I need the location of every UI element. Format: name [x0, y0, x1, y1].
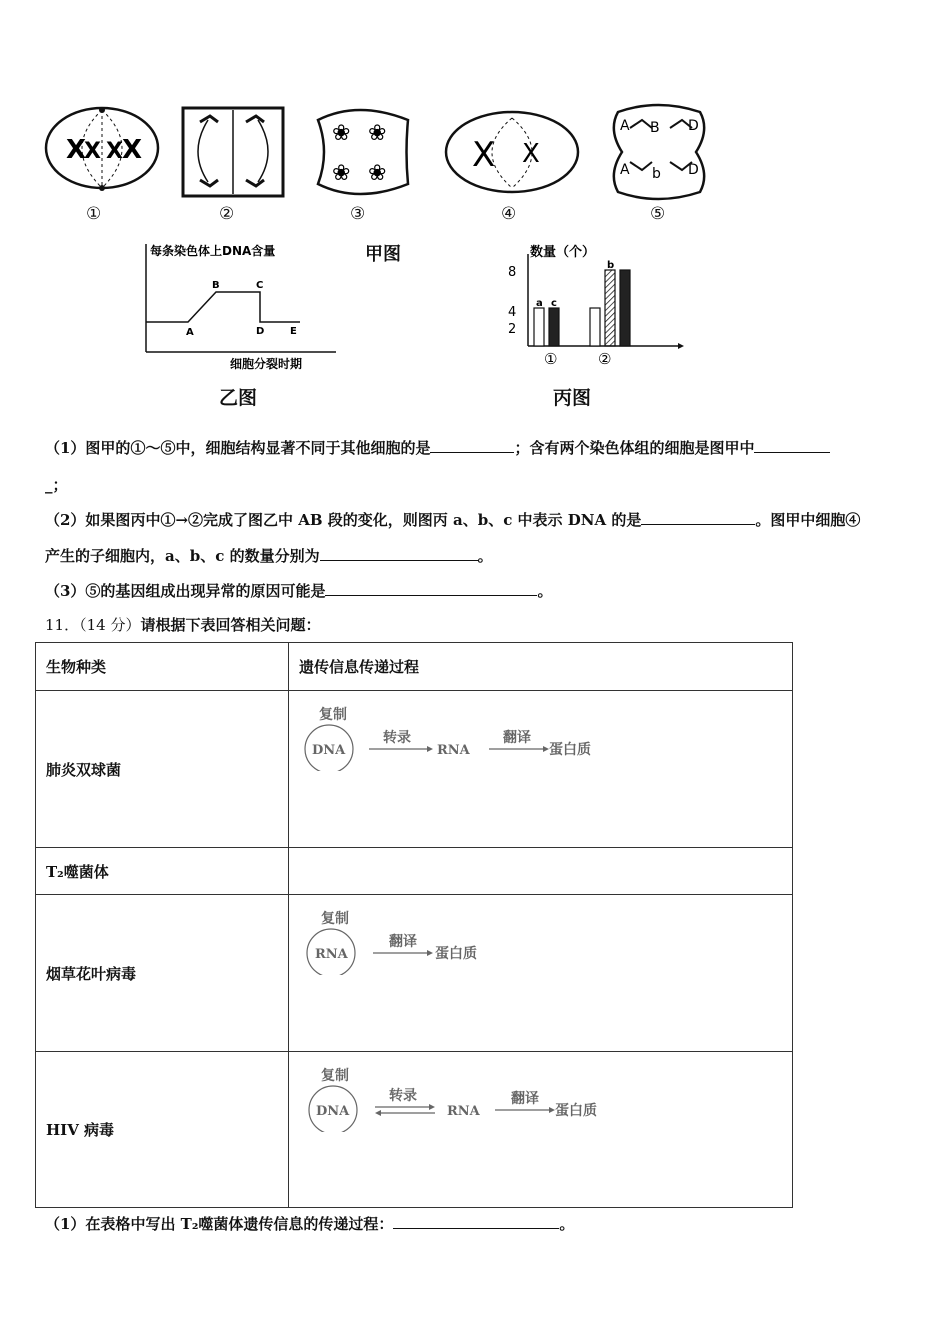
svg-text:A: A: [620, 118, 630, 134]
figure-yi: [140, 240, 340, 375]
table-cell-flow-4: [289, 1052, 793, 1208]
cell-label-5: ⑤: [650, 204, 666, 224]
q1-blank-1[interactable]: [430, 438, 514, 453]
question-2: （2）如果图丙中①→②完成了图乙中 AB 段的变化，则图丙 a、b、c 中表示 DNA 的是 。图甲中细胞④: [45, 511, 861, 529]
bar-label-a-group-1: a: [536, 298, 543, 309]
bing-ytick-8: 8: [508, 265, 517, 280]
svg-text:RNA: RNA: [315, 947, 348, 962]
svg-text:复制: 复制: [321, 911, 349, 927]
cell-label-4: ④: [501, 204, 517, 224]
svg-text:❀: ❀: [368, 121, 387, 146]
q3-blank[interactable]: [325, 581, 537, 596]
bar-a-group-2: [590, 308, 600, 346]
bing-group-1: ①: [544, 350, 558, 368]
flow-diagram-hiv: [289, 1052, 619, 1132]
bing-group-2: ②: [598, 350, 612, 368]
q2-blank-1[interactable]: [641, 510, 755, 525]
bar-c-group-1: [549, 308, 559, 346]
jia-title: 甲图: [365, 244, 401, 265]
bing-title: 丙图: [553, 387, 592, 409]
svg-text:A: A: [620, 162, 630, 178]
table-cell-flow-1: [289, 691, 793, 848]
svg-text:X: X: [84, 139, 101, 164]
svg-text:X: X: [106, 139, 123, 164]
cell-label-2: ②: [219, 204, 235, 224]
yi-point-e: E: [290, 326, 297, 337]
question-3: （3）⑤的基因组成出现异常的原因可能是 。: [45, 582, 553, 600]
svg-text:RNA: RNA: [437, 743, 470, 758]
svg-text:转录: 转录: [383, 730, 411, 746]
question-2-line2: 产生的子细胞内，a、b、c 的数量分别为 。: [45, 547, 493, 565]
table-cell-flow-3: [289, 895, 793, 1052]
bar-b-group-2: [605, 270, 615, 346]
info-table: [35, 642, 793, 1208]
yi-point-d: D: [256, 326, 265, 337]
flow-diagram-tmv: [289, 895, 549, 975]
svg-text:蛋白质: 蛋白质: [555, 1103, 597, 1119]
svg-text:X: X: [122, 135, 143, 165]
cell-5-drawing: [614, 105, 704, 199]
svg-text:B: B: [650, 120, 660, 136]
svg-text:D: D: [688, 162, 699, 178]
svg-text:翻译: 翻译: [503, 730, 531, 746]
svg-text:复制: 复制: [321, 1068, 349, 1084]
svg-text:蛋白质: 蛋白质: [549, 742, 591, 758]
bar-c-group-2: [620, 270, 630, 346]
figure-bing: [500, 240, 690, 370]
svg-text:X: X: [522, 139, 540, 169]
svg-text:X: X: [66, 135, 87, 165]
table-cell-flow-2-empty[interactable]: [289, 848, 793, 895]
svg-text:b: b: [652, 166, 661, 182]
svg-text:❀: ❀: [332, 121, 351, 146]
cell-label-1: ①: [86, 204, 102, 224]
q2-blank-2[interactable]: [320, 546, 478, 561]
table-row-tmv: 烟草花叶病毒: [36, 895, 289, 1052]
svg-text:X: X: [472, 135, 496, 175]
svg-text:RNA: RNA: [447, 1104, 480, 1119]
bar-a-group-1: [534, 308, 544, 346]
yi-ylabel: 每条染色体上DNA含量: [150, 244, 276, 258]
svg-text:DNA: DNA: [316, 1104, 350, 1119]
cell-label-3: ③: [350, 204, 366, 224]
svg-text:翻译: 翻译: [511, 1091, 539, 1107]
bing-ylabel: 数量（个）: [530, 245, 596, 260]
svg-text:❀: ❀: [332, 161, 351, 186]
question-1: （1）图甲的①～⑤中，细胞结构显著不同于其他细胞的是 ；含有两个染色体组的细胞是图甲中: [45, 437, 830, 458]
table-header-process: 遗传信息传递过程: [289, 643, 793, 691]
bar-label-c-group-1: c: [551, 298, 557, 309]
table-row-t2-phage: T₂噬菌体: [36, 848, 289, 895]
q11-1-blank[interactable]: [393, 1214, 559, 1229]
cell-1-drawing: [46, 107, 158, 191]
table-row-pneumococcus: 肺炎双球菌: [36, 691, 289, 848]
bing-ytick-4: 4: [508, 305, 517, 320]
figure-jia: [40, 100, 720, 230]
svg-text:DNA: DNA: [312, 743, 346, 758]
table-header-species: 生物种类: [36, 643, 289, 691]
svg-text:转录: 转录: [389, 1088, 417, 1104]
yi-title: 乙图: [219, 387, 258, 409]
svg-text:翻译: 翻译: [389, 934, 417, 950]
question-11: 11．（14 分）请根据下表回答相关问题：: [45, 616, 321, 634]
svg-text:蛋白质: 蛋白质: [435, 946, 477, 962]
cell-2-drawing: [183, 108, 283, 196]
yi-point-c: C: [256, 280, 264, 291]
q1-blank-2[interactable]: [754, 438, 830, 453]
cell-4-drawing: [446, 112, 578, 192]
question-11-1: （1）在表格中写出 T₂噬菌体遗传信息的传递过程： 。: [45, 1215, 575, 1233]
bing-ytick-2: 2: [508, 322, 517, 337]
yi-xlabel: 细胞分裂时期: [230, 357, 303, 371]
bar-label-b-group-2: b: [607, 260, 615, 271]
cell-3-drawing: [318, 110, 408, 194]
svg-text:D: D: [688, 118, 699, 134]
svg-text:❀: ❀: [368, 161, 387, 186]
svg-text:复制: 复制: [319, 707, 347, 723]
yi-point-a: A: [186, 327, 194, 338]
question-1-end: _；: [45, 476, 68, 494]
table-row-hiv: HIV 病毒: [36, 1052, 289, 1208]
flow-diagram-pneumococcus: [289, 691, 609, 771]
yi-point-b: B: [212, 280, 220, 291]
